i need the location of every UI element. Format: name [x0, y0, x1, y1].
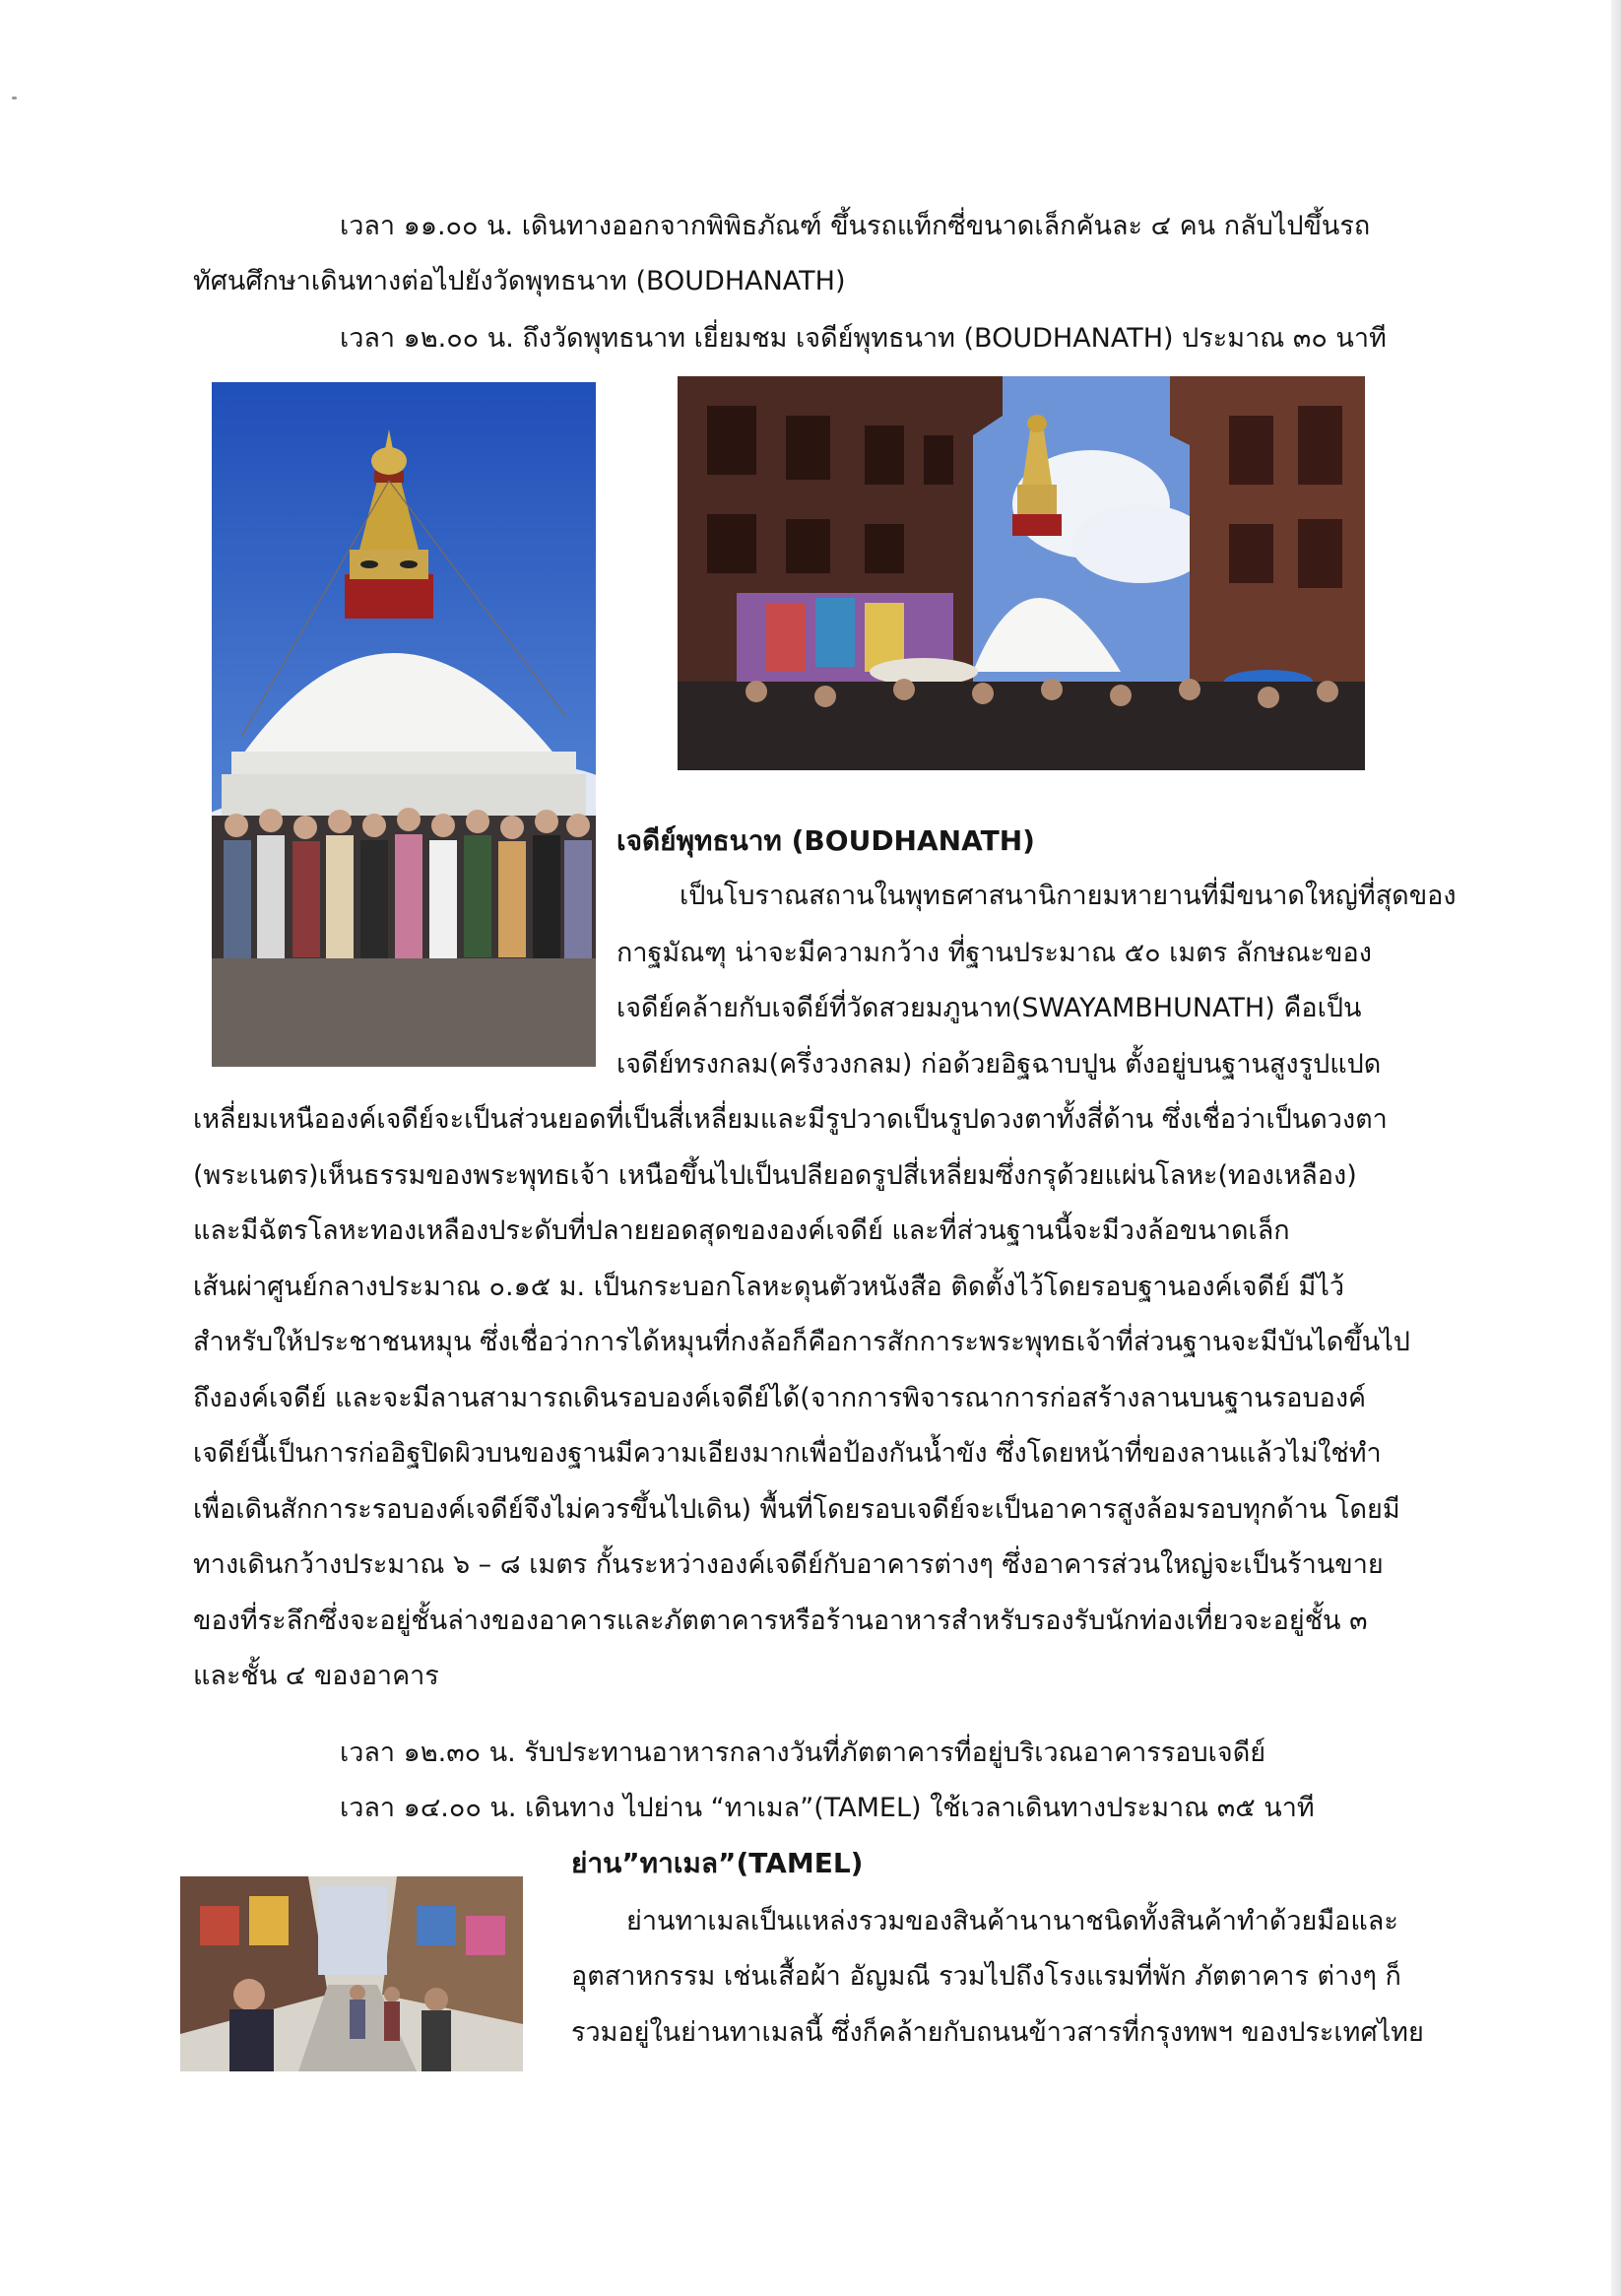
boudhanath-paragraph-line: ถึงองค์เจดีย์ และจะมีลานสามารถเดินรอบองค์เจดีย์ได้(จากการพิจารณาการก่อสร้างลานบนฐานรอบองค์ [193, 1383, 1367, 1413]
boudhanath-paragraph-line: เหลี่ยมเหนือองค์เจดีย์จะเป็นส่วนยอดที่เป็นสี่เหลี่ยมและมีรูปวาดเป็นรูปดวงตาทั้งสี่ด้าน ซึ่งเชื่อว่าเป็นดวงตา [193, 1104, 1388, 1135]
boudhanath-paragraph-line: (พระเนตร)เห็นธรรมของพระพุทธเจ้า เหนือขึ้นไปเป็นปลียอดรูปสี่เหลี่ยมซึ่งกรุด้วยแผ่นโลหะ(ทองเหลือง) [193, 1160, 1357, 1191]
scan-mark [12, 97, 17, 99]
photo-tamel-street [180, 1876, 523, 2071]
tamel-paragraph-line: รวมอยู่ในย่านทาเมลนี้ ซึ่งก็คล้ายกับถนนข้าวสารที่กรุงทพฯ ของประเทศไทย [571, 2017, 1424, 2048]
boudhanath-paragraph-line: เจดีย์คล้ายกับเจดีย์ที่วัดสวยมภูนาท(SWAYAMBHUNATH) คือเป็น [616, 993, 1362, 1023]
boudhanath-paragraph-line: และชั้น ๔ ของอาคาร [193, 1661, 439, 1691]
boudhanath-paragraph-line: ของที่ระลึกซึ่งจะอยู่ชั้นล่างของอาคารและภัตตาคารหรือร้านอาหารสำหรับรองรับนักท่องเที่ยวจะอยู่ชั้น ๓ [193, 1606, 1368, 1636]
boudhanath-paragraph-line: เส้นผ่าศูนย์กลางประมาณ ๐.๑๕ ม. เป็นกระบอกโลหะดุนตัวหนังสือ ติดตั้งไว้โดยรอบฐานองค์เจดีย์ มีไว้ [193, 1272, 1345, 1302]
schedule-line-1200: เวลา ๑๒.๐๐ น. ถึงวัดพุทธนาท เยี่ยมชม เจดีย์พุทธนาท (BOUDHANATH) ประมาณ ๓๐ นาที [340, 323, 1387, 354]
schedule-line-1230: เวลา ๑๒.๓๐ น. รับประทานอาหารกลางวันที่ภัตตาคารที่อยู่บริเวณอาคารรอบเจดีย์ [340, 1738, 1266, 1768]
boudhanath-paragraph-line: ทางเดินกว้างประมาณ ๖ – ๘ เมตร กั้นระหว่างองค์เจดีย์กับอาคารต่างๆ ซึ่งอาคารส่วนใหญ่จะเป็นร้านขาย [193, 1549, 1384, 1580]
boudhanath-paragraph-line: เป็นโบราณสถานในพุทธศาสนานิกายมหายานที่มีขนาดใหญ่ที่สุดของ [680, 881, 1457, 911]
boudhanath-heading: เจดีย์พุทธนาท (BOUDHANATH) [616, 824, 1035, 857]
boudhanath-paragraph-line: และมีฉัตรโลหะทองเหลืองประดับที่ปลายยอดสุดขององค์เจดีย์ และที่ส่วนฐานนี้จะมีวงล้อขนาดเล็ก [193, 1215, 1290, 1246]
boudhanath-paragraph-line [616, 934, 1409, 973]
line-text: กาฐมัณฑุ น่าจะมีความกว้าง ที่ฐานประมาณ ๕๐ เมตร ลักษณะของ [616, 938, 1372, 968]
boudhanath-paragraph-line: เจดีย์นี้เป็นการก่ออิฐปิดผิวบนของฐานมีความเอียงมากเพื่อป้องกันน้ำขัง ซึ่งโดยหน้าที่ของลานแล้วไม่ใช่ทำ [193, 1438, 1382, 1469]
schedule-line-1100: เวลา ๑๑.๐๐ น. เดินทางออกจากพิพิธภัณฑ์ ขึ้นรถแท็กซี่ขนาดเล็กคันละ ๔ คน กลับไปขึ้นรถ [340, 211, 1371, 241]
boudhanath-paragraph-line: สำหรับให้ประชาชนหมุน ซึ่งเชื่อว่าการได้หมุนที่กงล้อก็คือการสักการะพระพุทธเจ้าที่ส่วนฐานจะมีบันไดขึ้นไป [193, 1327, 1410, 1357]
tamel-paragraph-line: ย่านทาเมลเป็นแหล่งรวมของสินค้านานาชนิดทั้งสินค้าทำด้วยมือและ [626, 1906, 1398, 1936]
schedule-line-1100-cont: ทัศนศึกษาเดินทางต่อไปยังวัดพุทธนาท (BOUDHANATH) [193, 266, 846, 296]
tamel-paragraph-line: อุตสาหกรรม เช่นเสื้อผ้า อัญมณี รวมไปถึงโรงแรมที่พัก ภัตตาคาร ต่างๆ ก็ [571, 1961, 1401, 1992]
page-edge [1611, 0, 1621, 2296]
photo-stupa-street [678, 376, 1365, 770]
schedule-line-1400: เวลา ๑๔.๐๐ น. เดินทาง ไปย่าน “ทาเมล”(TAMEL) ใช้เวลาเดินทางประมาณ ๓๕ นาที [340, 1793, 1315, 1823]
boudhanath-paragraph-line: เพื่อเดินสักการะรอบองค์เจดีย์จึงไม่ควรขึ้นไปเดิน) พื้นที่โดยรอบเจดีย์จะเป็นอาคารสูงล้อมรอบทุกด้าน โดยมี [193, 1494, 1400, 1525]
boudhanath-paragraph-line: เจดีย์ทรงกลม(ครึ่งวงกลม) ก่อด้วยอิฐฉาบปูน ตั้งอยู่บนฐานสูงรูปแปด [616, 1049, 1382, 1080]
tamel-heading: ย่าน”ทาเมล”(TAMEL) [571, 1847, 864, 1879]
photo-stupa-group [212, 382, 596, 1067]
